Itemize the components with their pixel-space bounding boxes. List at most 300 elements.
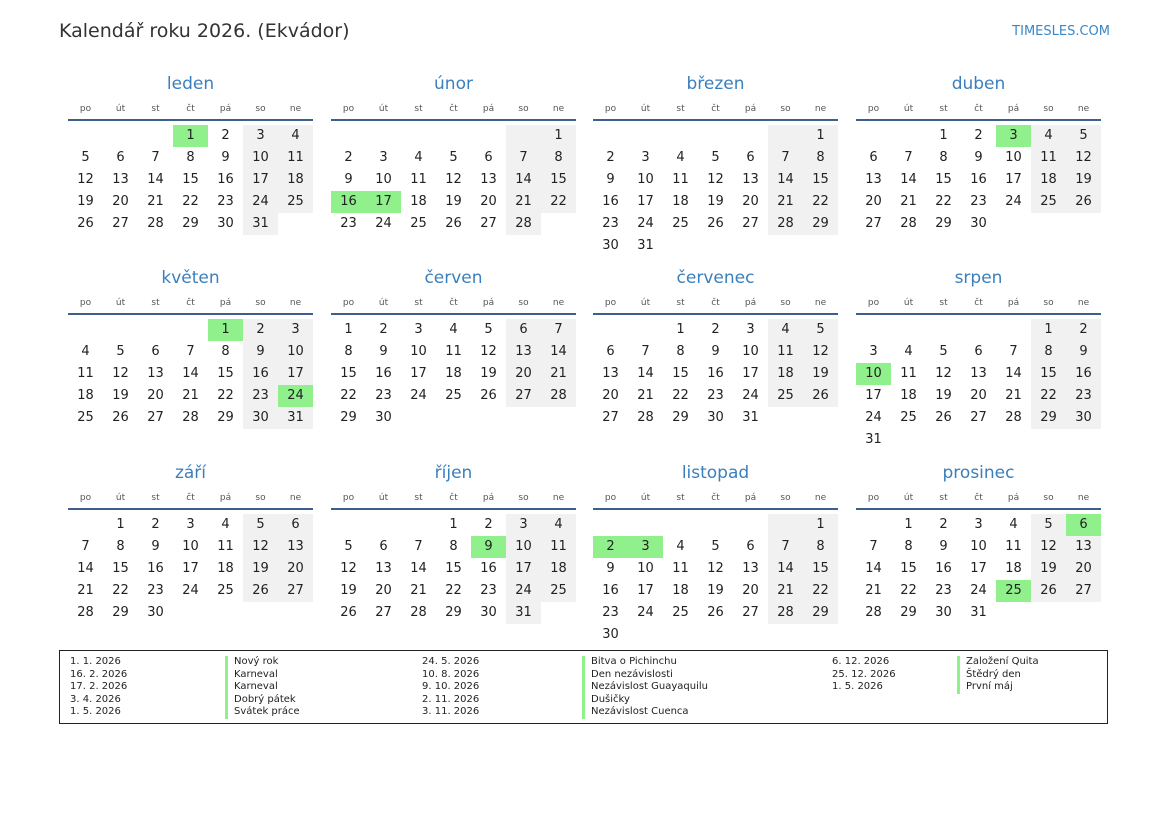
day-cell: 8 [344,344,353,359]
day-cell: 31 [506,602,541,624]
day-cell: 9 [243,341,278,363]
day-cell: 19 [803,363,838,385]
day-cell: 3 [186,517,195,532]
empty-cell [471,125,506,147]
day-cell: 13 [480,172,497,187]
day-cell: 11 [900,366,917,381]
day-cell: 16 [147,561,164,576]
weekday-label: st [414,493,423,503]
header-rule [331,119,576,121]
day-cell: 1 [541,125,576,147]
empty-cell [803,407,838,429]
month-0 [68,73,313,235]
day-cell: 27 [506,385,541,407]
empty-cell [663,125,698,147]
day-cell: 10 [278,341,313,363]
day-grid [68,514,313,624]
weekday-header [856,491,1101,505]
day-cell: 29 [112,605,129,620]
weekday-header [331,491,576,505]
day-cell: 19 [112,388,129,403]
day-grid [331,514,576,624]
day-cell: 14 [900,172,917,187]
day-cell: 7 [768,536,803,558]
day-cell: 13 [602,366,619,381]
day-cell: 2 [593,536,628,558]
empty-cell [733,514,768,536]
empty-cell [663,624,698,646]
day-cell: 20 [480,194,497,209]
day-cell: 10 [243,147,278,169]
empty-cell [663,514,698,536]
empty-cell [278,602,313,624]
day-cell: 7 [81,539,90,554]
header-rule [68,119,313,121]
day-cell: 30 [147,605,164,620]
day-cell: 31 [865,432,882,447]
day-cell: 16 [480,561,497,576]
day-grid [856,319,1101,451]
day-cell: 4 [541,514,576,536]
day-cell: 15 [900,561,917,576]
day-cell: 1 [344,322,353,337]
day-cell: 21 [865,583,882,598]
weekday-header [593,491,838,505]
day-cell: 28 [1005,410,1022,425]
day-cell: 9 [606,561,615,576]
day-cell: 23 [375,388,392,403]
day-cell: 14 [768,169,803,191]
empty-cell [733,125,768,147]
day-cell: 3 [974,517,983,532]
day-cell: 23 [217,194,234,209]
weekday-label: st [151,298,160,308]
weekday-label: út [903,104,914,114]
day-cell: 30 [243,407,278,429]
empty-cell [733,624,768,646]
day-cell: 4 [278,125,313,147]
day-cell: 15 [1031,363,1066,385]
holiday-name: První máj [957,681,1013,694]
empty-cell [436,407,471,429]
weekday-label: út [640,493,651,503]
empty-cell [891,125,926,147]
day-cell: 21 [541,363,576,385]
day-cell: 17 [182,561,199,576]
day-cell: 13 [375,561,392,576]
holiday-name: Nezávislost Guayaquilu [582,681,708,694]
month-name: září [174,463,207,483]
day-cell: 26 [340,605,357,620]
day-cell: 7 [506,147,541,169]
day-cell: 19 [707,583,724,598]
header-rule [331,508,576,510]
holiday-date: 1. 5. 2026 [70,706,121,718]
holiday-name: Štědrý den [957,669,1021,682]
day-cell: 23 [707,388,724,403]
day-cell: 19 [707,194,724,209]
day-cell: 15 [541,169,576,191]
empty-cell [138,319,173,341]
day-cell: 16 [935,561,952,576]
day-grid [68,125,313,235]
weekday-label: čt [449,104,458,114]
day-cell: 3 [379,150,388,165]
day-cell: 21 [900,194,917,209]
weekday-header [593,296,838,310]
weekday-label: so [780,493,791,503]
day-cell: 17 [366,191,401,213]
day-cell: 16 [602,583,619,598]
day-cell: 6 [484,150,493,165]
day-cell: 24 [970,583,987,598]
weekday-label: so [255,104,266,114]
weekday-label: st [151,104,160,114]
weekday-label: pá [219,104,232,114]
empty-cell [768,125,803,147]
day-cell: 26 [707,605,724,620]
holiday-name: Založení Quita [957,656,1039,669]
day-cell: 29 [182,216,199,231]
day-cell: 7 [414,539,423,554]
empty-cell [996,429,1031,451]
weekday-label: po [342,104,355,114]
day-cell: 19 [445,194,462,209]
day-cell: 27 [970,410,987,425]
empty-cell [593,319,628,341]
empty-cell [768,235,803,257]
day-cell: 5 [116,344,125,359]
weekday-label: pá [744,104,757,114]
day-cell: 24 [410,388,427,403]
day-cell: 24 [637,605,654,620]
empty-cell [628,319,663,341]
day-cell: 28 [147,216,164,231]
holiday-name: Karneval [225,681,278,694]
day-cell: 17 [1005,172,1022,187]
holiday-date: 17. 2. 2026 [70,681,128,693]
day-cell: 21 [410,583,427,598]
day-cell: 26 [112,410,129,425]
day-cell: 9 [151,539,160,554]
day-cell: 26 [1031,580,1066,602]
day-cell: 23 [147,583,164,598]
day-cell: 31 [970,605,987,620]
day-cell: 22 [217,388,234,403]
day-cell: 10 [637,561,654,576]
day-cell: 6 [606,344,615,359]
day-cell: 3 [414,322,423,337]
day-cell: 14 [77,561,94,576]
day-cell: 20 [602,388,619,403]
header-rule [856,508,1101,510]
day-cell: 13 [278,536,313,558]
header-rule [856,119,1101,121]
empty-cell [366,125,401,147]
day-cell: 5 [344,539,353,554]
weekday-label: ne [814,493,827,503]
day-cell: 22 [340,388,357,403]
day-cell: 17 [637,194,654,209]
day-cell: 9 [344,172,353,187]
header-rule [68,313,313,315]
empty-cell [996,213,1031,235]
day-cell: 4 [1009,517,1018,532]
empty-cell [138,125,173,147]
day-cell: 24 [278,385,313,407]
day-cell: 22 [803,580,838,602]
day-cell: 20 [742,194,759,209]
day-cell: 24 [243,191,278,213]
weekday-label: pá [219,493,232,503]
day-cell: 21 [77,583,94,598]
month-name: leden [166,74,215,94]
header-rule [68,508,313,510]
day-cell: 29 [217,410,234,425]
weekday-label: so [518,493,529,503]
holiday-date: 1. 5. 2026 [832,681,883,693]
month-name: srpen [954,268,1003,288]
day-cell: 15 [672,366,689,381]
day-cell: 13 [147,366,164,381]
day-cell: 1 [803,514,838,536]
empty-cell [541,602,576,624]
day-cell: 11 [541,536,576,558]
day-cell: 30 [935,605,952,620]
weekday-header [593,102,838,116]
day-grid [331,125,576,235]
day-cell: 18 [1031,169,1066,191]
weekday-label: so [780,298,791,308]
weekday-label: ne [1077,493,1090,503]
weekday-label: so [518,104,529,114]
weekday-label: so [1043,104,1054,114]
weekday-label: út [378,493,389,503]
month-6 [593,267,838,429]
empty-cell [1066,429,1101,451]
day-cell: 21 [768,580,803,602]
day-cell: 26 [803,385,838,407]
month-9 [331,462,576,624]
day-cell: 23 [935,583,952,598]
month-name: březen [686,74,745,94]
day-cell: 29 [900,605,917,620]
day-cell: 1 [676,322,685,337]
day-cell: 8 [904,539,913,554]
day-cell: 21 [637,388,654,403]
empty-cell [926,429,961,451]
empty-cell [1031,602,1066,624]
day-cell: 15 [803,169,838,191]
day-cell: 14 [147,172,164,187]
weekday-label: pá [482,493,495,503]
day-cell: 24 [742,388,759,403]
empty-cell [961,319,996,341]
day-cell: 20 [742,583,759,598]
weekday-label: po [867,298,880,308]
day-cell: 8 [1031,341,1066,363]
day-cell: 6 [974,344,983,359]
empty-cell [803,624,838,646]
month-name: říjen [434,463,473,483]
day-cell: 1 [208,319,243,341]
day-cell: 10 [410,344,427,359]
day-cell: 22 [112,583,129,598]
empty-cell [593,125,628,147]
empty-cell [891,429,926,451]
empty-cell [768,514,803,536]
day-cell: 9 [939,539,948,554]
holiday-date: 3. 11. 2026 [422,706,480,718]
header-rule [593,508,838,510]
empty-cell [663,235,698,257]
day-cell: 11 [1031,147,1066,169]
day-cell: 10 [970,539,987,554]
day-cell: 19 [1031,558,1066,580]
day-cell: 18 [278,169,313,191]
day-cell: 17 [865,388,882,403]
day-cell: 6 [506,319,541,341]
month-1 [331,73,576,235]
day-cell: 8 [221,344,230,359]
weekday-label: po [79,104,92,114]
day-cell: 26 [1066,191,1101,213]
weekday-label: st [939,298,948,308]
day-cell: 18 [445,366,462,381]
day-cell: 7 [186,344,195,359]
day-cell: 17 [410,366,427,381]
day-cell: 2 [151,517,160,532]
day-cell: 24 [637,216,654,231]
day-cell: 8 [541,147,576,169]
day-cell: 1 [449,517,458,532]
weekday-label: so [518,298,529,308]
day-cell: 21 [768,191,803,213]
weekday-label: st [151,493,160,503]
day-cell: 17 [278,363,313,385]
weekday-label: čt [974,298,983,308]
day-cell: 26 [445,216,462,231]
holiday-name: Dušičky [582,694,630,707]
weekday-label: st [939,493,948,503]
day-cell: 14 [182,366,199,381]
day-cell: 8 [939,150,948,165]
month-name: únor [434,74,473,94]
empty-cell [506,407,541,429]
weekday-label: po [604,298,617,308]
day-cell: 16 [243,363,278,385]
weekday-label: ne [289,298,302,308]
site-link[interactable]: TIMESLES.COM [1012,24,1110,39]
day-cell: 21 [147,194,164,209]
day-cell: 12 [243,536,278,558]
day-cell: 5 [1031,514,1066,536]
day-cell: 2 [711,322,720,337]
day-cell: 5 [711,539,720,554]
holiday-name: Svátek práce [225,706,300,719]
day-cell: 28 [637,410,654,425]
day-cell: 20 [970,388,987,403]
weekday-label: út [378,298,389,308]
day-cell: 22 [935,194,952,209]
weekday-label: po [79,493,92,503]
day-cell: 3 [641,150,650,165]
empty-cell [891,319,926,341]
header-rule [856,313,1101,315]
day-cell: 12 [112,366,129,381]
day-cell: 24 [865,410,882,425]
day-cell: 12 [445,172,462,187]
weekday-label: čt [974,104,983,114]
weekday-label: so [780,104,791,114]
day-cell: 1 [116,517,125,532]
day-cell: 30 [480,605,497,620]
empty-cell [628,624,663,646]
month-10 [593,462,838,646]
month-7 [856,267,1101,451]
day-cell: 24 [182,583,199,598]
day-cell: 6 [116,150,125,165]
weekday-label: út [378,104,389,114]
weekday-label: so [255,298,266,308]
weekday-label: st [676,298,685,308]
day-cell: 4 [676,539,685,554]
day-cell: 7 [904,150,913,165]
day-cell: 10 [637,172,654,187]
weekday-header [68,102,313,116]
weekday-label: so [1043,493,1054,503]
day-cell: 19 [935,388,952,403]
day-cell: 4 [449,322,458,337]
day-cell: 8 [186,150,195,165]
month-4 [68,267,313,429]
day-cell: 2 [379,322,388,337]
day-cell: 3 [869,344,878,359]
weekday-label: st [414,104,423,114]
weekday-label: pá [219,298,232,308]
day-cell: 18 [541,558,576,580]
day-cell: 11 [672,172,689,187]
day-cell: 24 [506,580,541,602]
day-cell: 3 [746,322,755,337]
day-cell: 3 [506,514,541,536]
day-cell: 1 [803,125,838,147]
day-cell: 16 [375,366,392,381]
empty-cell [103,125,138,147]
day-cell: 6 [278,514,313,536]
day-cell: 25 [217,583,234,598]
weekday-label: ne [289,493,302,503]
empty-cell [926,319,961,341]
day-cell: 10 [506,536,541,558]
day-cell: 28 [768,213,803,235]
holiday-date: 6. 12. 2026 [832,656,890,667]
empty-cell [996,319,1031,341]
day-cell: 22 [803,191,838,213]
day-cell: 12 [935,366,952,381]
empty-cell [733,235,768,257]
weekday-label: út [903,298,914,308]
weekday-label: ne [814,104,827,114]
day-cell: 6 [869,150,878,165]
day-cell: 12 [803,341,838,363]
day-cell: 11 [217,539,234,554]
day-grid [856,125,1101,235]
day-cell: 13 [970,366,987,381]
day-cell: 17 [637,583,654,598]
day-cell: 20 [278,558,313,580]
month-name: prosinec [942,463,1015,483]
